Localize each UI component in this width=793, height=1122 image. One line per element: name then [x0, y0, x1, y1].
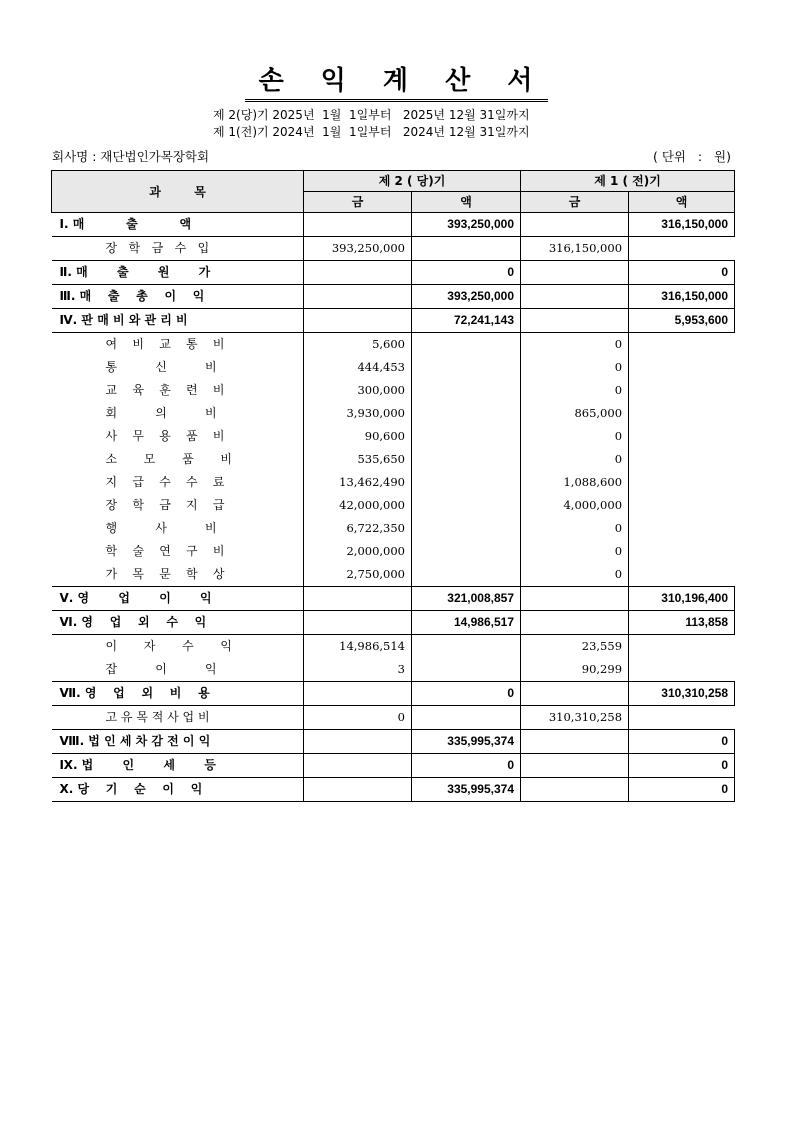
row-label: 통 신 비 — [105, 360, 217, 374]
current-sub-amount — [304, 754, 412, 778]
prior-total-amount — [629, 563, 735, 587]
table-row — [52, 213, 735, 237]
table-row — [52, 540, 735, 563]
current-sub-amount: 444,453 — [304, 356, 412, 379]
current-sub-amount: 3 — [304, 658, 412, 682]
current-sub-amount — [304, 587, 412, 611]
prior-sub-amount — [521, 285, 629, 309]
company-name: 회사명 : 재단법인가목장학회 — [52, 149, 210, 164]
prior-sub-amount: 310,310,258 — [521, 706, 629, 730]
row-label: 소 모 품 비 — [105, 452, 232, 466]
prior-total-amount: 316,150,000 — [629, 285, 735, 309]
row-label: 행 사 비 — [105, 521, 217, 535]
prior-sub-amount — [521, 778, 629, 802]
prior-sub-amount: 865,000 — [521, 402, 629, 425]
header-current-amount-right: 액 — [412, 192, 521, 213]
table-row — [52, 356, 735, 379]
table-row — [52, 563, 735, 587]
current-total-amount — [412, 333, 521, 357]
prior-total-amount — [629, 333, 735, 357]
row-label: 고 유 목 적 사 업 비 — [105, 710, 210, 724]
current-total-amount: 0 — [412, 261, 521, 285]
prior-sub-amount: 0 — [521, 563, 629, 587]
prior-sub-amount: 0 — [521, 448, 629, 471]
current-total-amount — [412, 356, 521, 379]
prior-total-amount — [629, 706, 735, 730]
table-row — [52, 611, 735, 635]
current-total-amount — [412, 635, 521, 659]
row-label: 장 학 금 지 급 — [105, 498, 225, 512]
table-body — [52, 213, 735, 802]
table-row — [52, 261, 735, 285]
current-total-amount: 335,995,374 — [412, 730, 521, 754]
table-row — [52, 730, 735, 754]
current-total-amount — [412, 237, 521, 261]
current-sub-amount: 3,930,000 — [304, 402, 412, 425]
current-sub-amount: 300,000 — [304, 379, 412, 402]
table-row — [52, 494, 735, 517]
prior-total-amount — [629, 517, 735, 540]
prior-total-amount — [629, 540, 735, 563]
prior-total-amount — [629, 402, 735, 425]
row-label: 회 의 비 — [105, 406, 217, 420]
row-label: 장 학 금 수 입 — [105, 241, 210, 255]
prior-total-amount: 316,150,000 — [629, 213, 735, 237]
current-sub-amount — [304, 682, 412, 706]
prior-total-amount — [629, 635, 735, 659]
current-total-amount: 393,250,000 — [412, 213, 521, 237]
table-row — [52, 237, 735, 261]
current-total-amount: 321,008,857 — [412, 587, 521, 611]
row-label: 교 육 훈 련 비 — [105, 383, 225, 397]
current-sub-amount: 0 — [304, 706, 412, 730]
row-label: 학 술 연 구 비 — [105, 544, 225, 558]
prior-total-amount: 0 — [629, 730, 735, 754]
table-row — [52, 309, 735, 333]
current-sub-amount: 13,462,490 — [304, 471, 412, 494]
row-label: Ⅵ. 영 업 외 수 익 — [52, 611, 304, 635]
header-prior-amount-right: 액 — [629, 192, 735, 213]
prior-sub-amount — [521, 611, 629, 635]
row-label: Ⅷ. 법 인 세 차 감 전 이 익 — [52, 730, 304, 754]
prior-total-amount: 0 — [629, 778, 735, 802]
prior-sub-amount: 23,559 — [521, 635, 629, 659]
table-row — [52, 517, 735, 540]
table-row — [52, 285, 735, 309]
current-total-amount: 0 — [412, 754, 521, 778]
prior-total-amount: 0 — [629, 754, 735, 778]
prior-total-amount — [629, 379, 735, 402]
header-item: 과 목 — [52, 171, 304, 213]
prior-sub-amount: 0 — [521, 517, 629, 540]
prior-total-amount — [629, 448, 735, 471]
prior-sub-amount: 316,150,000 — [521, 237, 629, 261]
table-row — [52, 658, 735, 682]
prior-total-amount — [629, 471, 735, 494]
current-sub-amount — [304, 778, 412, 802]
header-prior-period: 제 1 ( 전)기 — [521, 171, 735, 192]
current-total-amount — [412, 658, 521, 682]
current-total-amount — [412, 379, 521, 402]
row-label: Ⅶ. 영 업 외 비 용 — [52, 682, 304, 706]
prior-sub-amount: 0 — [521, 333, 629, 357]
current-total-amount — [412, 402, 521, 425]
prior-sub-amount — [521, 261, 629, 285]
prior-sub-amount: 4,000,000 — [521, 494, 629, 517]
table-row — [52, 754, 735, 778]
table-row — [52, 635, 735, 659]
row-label: Ⅱ. 매 출 원 가 — [52, 261, 304, 285]
prior-sub-amount: 90,299 — [521, 658, 629, 682]
current-sub-amount: 2,000,000 — [304, 540, 412, 563]
row-label: 사 무 용 품 비 — [105, 429, 225, 443]
current-total-amount — [412, 540, 521, 563]
current-sub-amount: 90,600 — [304, 425, 412, 448]
income-statement-table — [51, 170, 735, 802]
prior-sub-amount — [521, 730, 629, 754]
prior-sub-amount: 0 — [521, 379, 629, 402]
current-total-amount — [412, 448, 521, 471]
current-total-amount: 72,241,143 — [412, 309, 521, 333]
prior-sub-amount: 0 — [521, 540, 629, 563]
row-label: Ⅳ. 판 매 비 와 관 리 비 — [52, 309, 304, 333]
current-total-amount — [412, 563, 521, 587]
period-current: 제 2(당)기 2025년 1월 1일부터 2025년 12월 31일까지 — [213, 108, 530, 122]
current-total-amount: 14,986,517 — [412, 611, 521, 635]
row-label: 잡 이 익 — [105, 662, 217, 676]
current-total-amount — [412, 517, 521, 540]
period-prior: 제 1(전)기 2024년 1월 1일부터 2024년 12월 31일까지 — [213, 125, 530, 139]
prior-total-amount: 310,196,400 — [629, 587, 735, 611]
prior-sub-amount — [521, 754, 629, 778]
row-label: Ⅴ. 영 업 이 익 — [52, 587, 304, 611]
prior-total-amount — [629, 356, 735, 379]
current-sub-amount: 42,000,000 — [304, 494, 412, 517]
current-sub-amount: 6,722,350 — [304, 517, 412, 540]
row-label: Ⅲ. 매 출 총 이 익 — [52, 285, 304, 309]
current-sub-amount: 535,650 — [304, 448, 412, 471]
current-sub-amount — [304, 285, 412, 309]
current-sub-amount — [304, 213, 412, 237]
current-total-amount — [412, 471, 521, 494]
row-label: 가 목 문 학 상 — [105, 567, 225, 581]
row-label: 여 비 교 통 비 — [105, 337, 225, 351]
table-row — [52, 333, 735, 357]
table-row — [52, 682, 735, 706]
current-sub-amount: 2,750,000 — [304, 563, 412, 587]
table-row — [52, 471, 735, 494]
row-label: 지 급 수 수 료 — [105, 475, 225, 489]
current-sub-amount: 393,250,000 — [304, 237, 412, 261]
table-row — [52, 425, 735, 448]
row-label: Ⅰ. 매 출 액 — [52, 213, 304, 237]
prior-sub-amount — [521, 587, 629, 611]
header-prior-amount-left: 금 — [521, 192, 629, 213]
current-sub-amount: 5,600 — [304, 333, 412, 357]
prior-total-amount — [629, 237, 735, 261]
current-sub-amount — [304, 611, 412, 635]
unit-label: ( 단위 : 원) — [652, 149, 731, 164]
table-row — [52, 448, 735, 471]
document-title-text: 손 익 계 산 서 — [245, 60, 549, 102]
prior-total-amount — [629, 658, 735, 682]
prior-sub-amount: 0 — [521, 425, 629, 448]
row-label: 이 자 수 익 — [105, 639, 232, 653]
prior-sub-amount: 1,088,600 — [521, 471, 629, 494]
header-current-amount-left: 금 — [304, 192, 412, 213]
prior-total-amount — [629, 425, 735, 448]
prior-total-amount: 113,858 — [629, 611, 735, 635]
prior-total-amount: 0 — [629, 261, 735, 285]
current-sub-amount — [304, 730, 412, 754]
document-title — [0, 60, 793, 102]
current-total-amount: 393,250,000 — [412, 285, 521, 309]
current-total-amount — [412, 425, 521, 448]
current-sub-amount — [304, 309, 412, 333]
prior-sub-amount: 0 — [521, 356, 629, 379]
prior-total-amount: 310,310,258 — [629, 682, 735, 706]
table-row — [52, 402, 735, 425]
prior-sub-amount — [521, 682, 629, 706]
current-sub-amount — [304, 261, 412, 285]
prior-total-amount: 5,953,600 — [629, 309, 735, 333]
prior-sub-amount — [521, 309, 629, 333]
current-total-amount — [412, 706, 521, 730]
table-row — [52, 706, 735, 730]
row-label: Ⅹ. 당 기 순 이 익 — [52, 778, 304, 802]
table-row — [52, 778, 735, 802]
table-row — [52, 379, 735, 402]
current-sub-amount: 14,986,514 — [304, 635, 412, 659]
table-row — [52, 587, 735, 611]
prior-sub-amount — [521, 213, 629, 237]
prior-total-amount — [629, 494, 735, 517]
row-label: Ⅸ. 법 인 세 등 — [52, 754, 304, 778]
current-total-amount: 0 — [412, 682, 521, 706]
header-current-period: 제 2 ( 당)기 — [304, 171, 521, 192]
current-total-amount — [412, 494, 521, 517]
current-total-amount: 335,995,374 — [412, 778, 521, 802]
